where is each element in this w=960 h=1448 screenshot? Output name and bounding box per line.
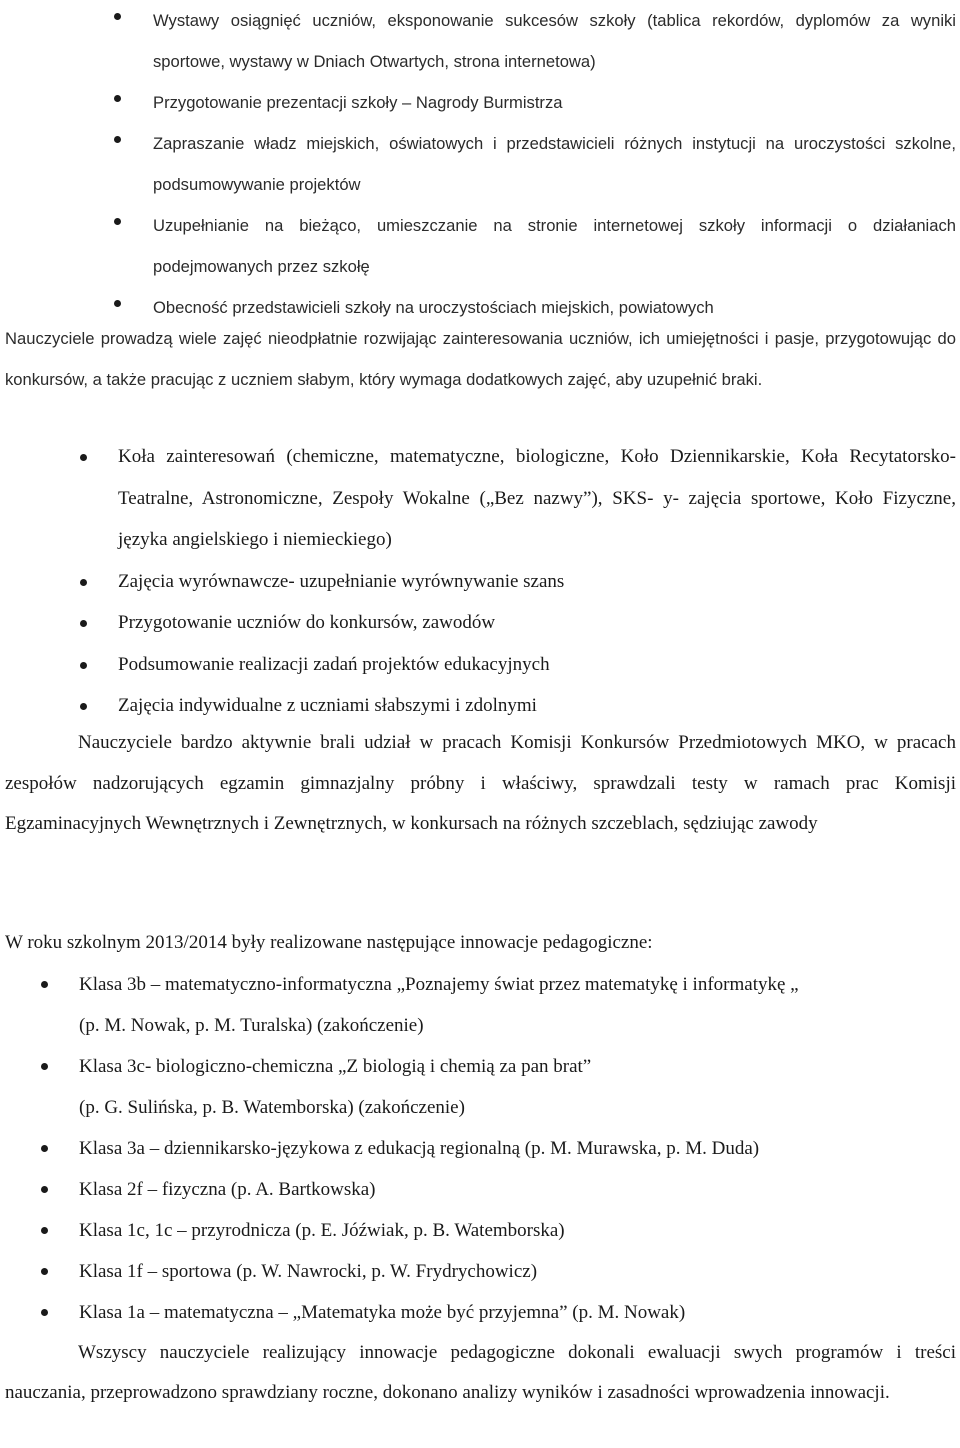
list-item (0, 123, 960, 205)
commissions-paragraph-text: Nauczyciele bardzo aktywnie brali udział w pracach Komisji Konkursów Przedmiotowych MKO, w pracach zespołów nadzorujących egzamin gimnazjalny próbny i właściwy, sprawdzali testy w ramach prac Komisji Egzaminacyjnych Wewnętrznych i Zewnętrznych, w konkursach na różnych szczeblach, sędziując zawody (5, 732, 956, 834)
commissions-paragraph (5, 723, 956, 845)
list-item-text: Koła zainteresowań (chemiczne, matematyczne, biologiczne, Koło Dziennikarskie, Koła Recytatorsko- Teatralne, Astronomiczne, Zespoły Wokalne („Bez nazwy”), SKS- y- zajęcia sportowe, Koło Fizyczne, języka angielskiego i niemieckiego) (118, 446, 956, 550)
bullet-icon (114, 13, 121, 20)
list-item (0, 1046, 960, 1128)
list-item (0, 1210, 960, 1251)
bullet-icon (41, 1309, 48, 1316)
list-item-text: Przygotowanie uczniów do konkursów, zawodów (118, 612, 496, 633)
bullet-icon (114, 136, 121, 143)
list-item (0, 561, 960, 603)
bullet-icon (80, 620, 87, 627)
list-item-line2: (p. M. Nowak, p. M. Turalska) (zakończenie) (79, 1015, 424, 1036)
free-activities-paragraph: Nauczyciele prowadzą wiele zajęć nieodpłatnie rozwijając zainteresowania uczniów, ich umiejętności i pasje, przygotowując do konkursów, a także pracując z uczniem słabym, który wymaga dodatkowych zajęć, aby uzupełnić braki. (5, 329, 956, 389)
list-item (0, 1251, 960, 1292)
bullet-icon (114, 300, 121, 307)
bullet-icon (80, 703, 87, 710)
bullet-icon (80, 662, 87, 669)
list-item (0, 1292, 960, 1333)
innovations-list (0, 964, 960, 1333)
list-item (0, 1169, 960, 1210)
list-item-text: Obecność przedstawicieli szkoły na uroczystościach miejskich, powiatowych (153, 298, 714, 317)
list-item (0, 602, 960, 644)
list-item (0, 685, 960, 727)
activities-list (0, 436, 960, 727)
bullet-icon (41, 1063, 48, 1070)
list-item-text: Podsumowanie realizacji zadań projektów edukacyjnych (118, 653, 550, 675)
bullet-icon (41, 981, 48, 988)
list-item-text: Uzupełnianie na bieżąco, umieszczanie na stronie internetowej szkoły informacji o działaniach podejmowanych przez szkołę (153, 216, 956, 276)
evaluation-paragraph (5, 1333, 956, 1412)
list-item-line1: Klasa 1a – matematyczna – „Matematyka może być przyjemna” (p. M. Nowak) (79, 1302, 686, 1323)
list-item-text: Zajęcia indywidualne z uczniami słabszymi i zdolnymi (118, 695, 537, 716)
list-item-line1: Klasa 2f – fizyczna (p. A. Bartkowska) (79, 1179, 376, 1200)
innovations-section (0, 964, 960, 1333)
list-item (0, 644, 960, 686)
list-item (0, 205, 960, 287)
bullet-icon (80, 579, 87, 586)
list-item-line1: Klasa 1c, 1c – przyrodnicza (p. E. Jóźwiak, p. B. Watemborska) (79, 1220, 565, 1241)
list-item (0, 1128, 960, 1169)
list-item-text: Wystawy osiągnięć uczniów, eksponowanie sukcesów szkoły (tablica rekordów, dyplomów za wyniki sportowe, wystawy w Dniach Otwartych, strona internetowa) (153, 11, 956, 71)
list-item-line1: Klasa 3a – dziennikarsko-językowa z edukacją regionalną (p. M. Murawska, p. M. Duda) (79, 1138, 760, 1159)
list-item-text: Zapraszanie władz miejskich, oświatowych i przedstawicieli różnych instytucji na uroczystości szkolne, podsumowywanie projektów (153, 134, 956, 194)
bullet-icon (41, 1145, 48, 1152)
activities-section (0, 436, 960, 727)
list-item-line2: (p. G. Sulińska, p. B. Watemborska) (zakończenie) (79, 1097, 465, 1118)
list-item-line1: Klasa 1f – sportowa (p. W. Nawrocki, p. W. Frydrychowicz) (79, 1261, 538, 1282)
list-item-line1: Klasa 3b – matematyczno-informatyczna „Poznajemy świat przez matematykę i informatykę „ (79, 974, 799, 995)
innovations-intro: W roku szkolnym 2013/2014 były realizowane następujące innowacje pedagogiczne: (5, 932, 653, 953)
bullet-icon (41, 1186, 48, 1193)
bullet-icon (114, 95, 121, 102)
list-item (0, 82, 960, 123)
promotion-list (0, 0, 960, 328)
list-item-text: Zajęcia wyrównawcze- uzupełnianie wyrównywanie szans (118, 570, 565, 592)
evaluation-paragraph-text: Wszyscy nauczyciele realizujący innowacje pedagogiczne dokonali ewaluacji swych programów i treści nauczania, przeprowadzono sprawdziany roczne, dokonano analizy wyników i zasadności wprowadzenia innowacji. (5, 1342, 956, 1403)
list-item-text: Przygotowanie prezentacji szkoły – Nagrody Burmistrza (153, 93, 563, 112)
list-item (0, 436, 960, 561)
list-item (0, 964, 960, 1046)
bullet-icon (41, 1268, 48, 1275)
bullet-icon (80, 454, 87, 461)
bullet-icon (41, 1227, 48, 1234)
list-item-line1: Klasa 3c- biologiczno-chemiczna „Z biologią i chemią za pan brat” (79, 1056, 592, 1077)
promotion-section (0, 0, 960, 328)
list-item (0, 0, 960, 82)
bullet-icon (114, 218, 121, 225)
